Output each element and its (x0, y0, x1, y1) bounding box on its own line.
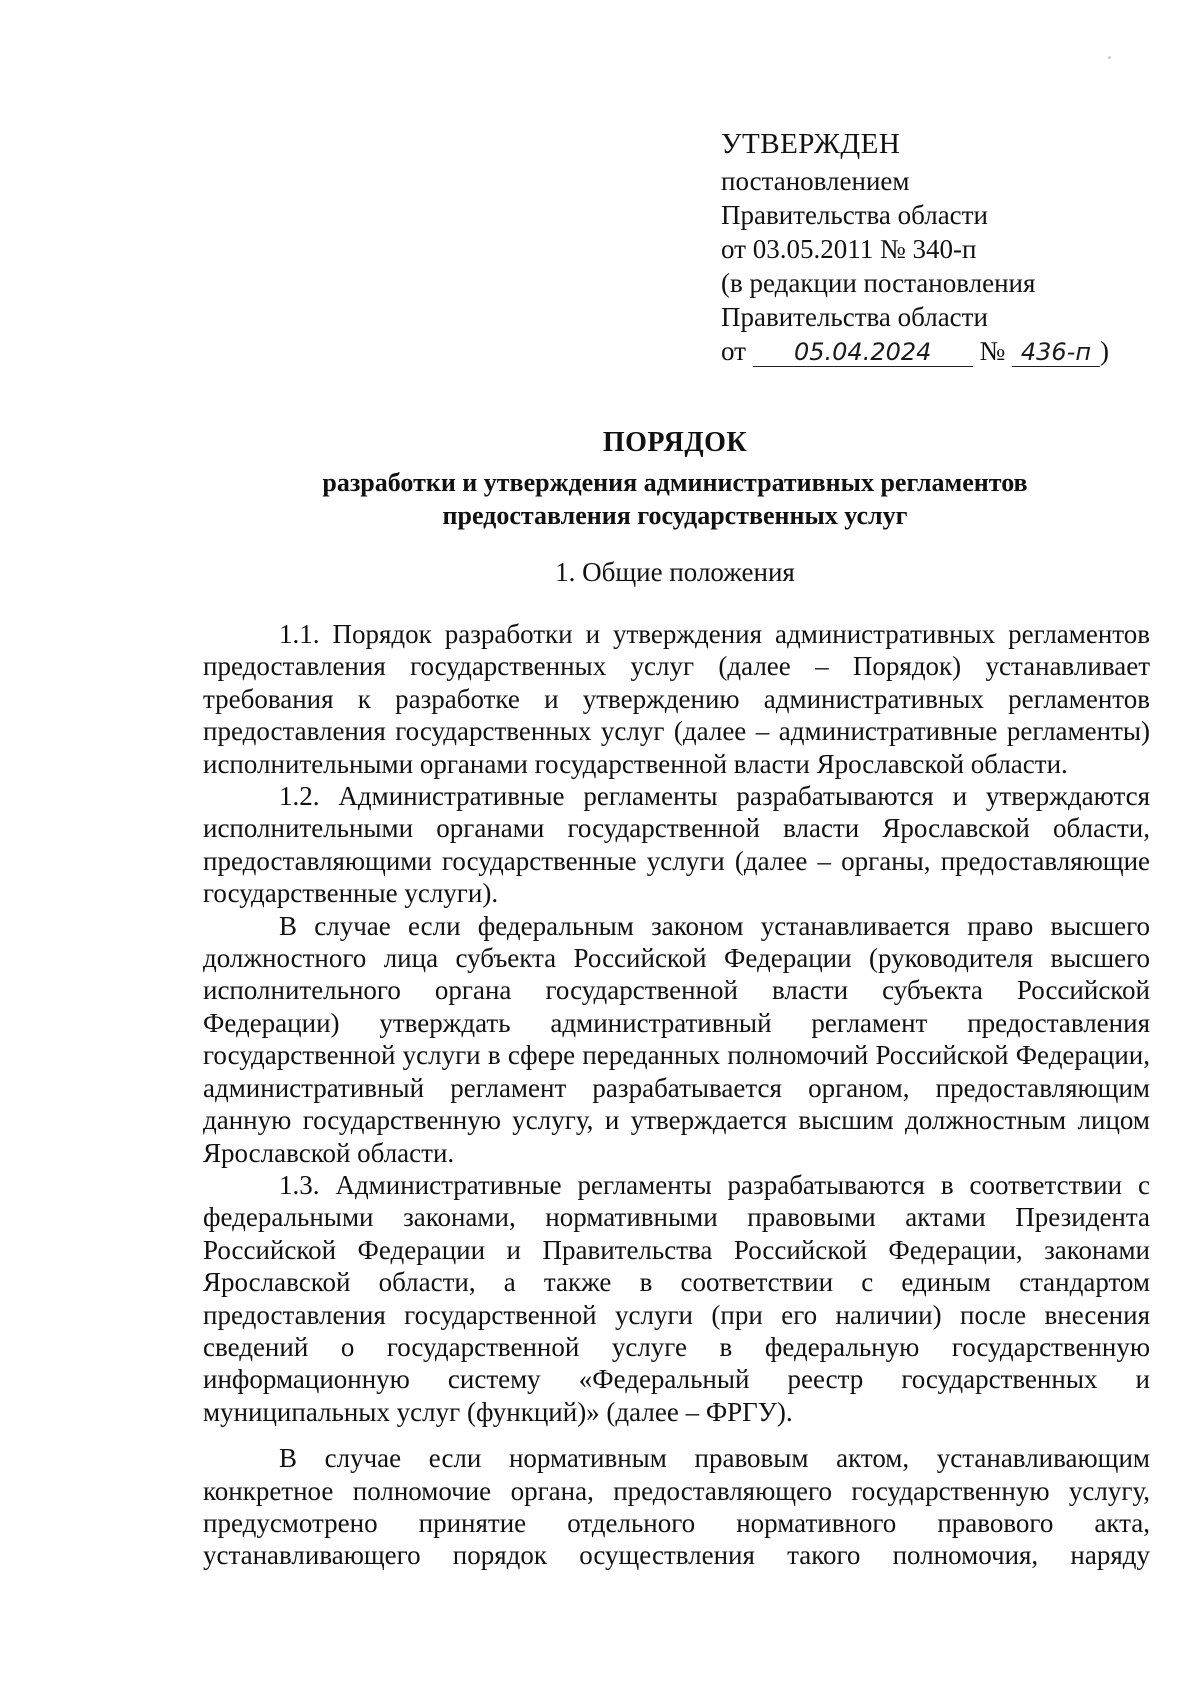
approval-line-6 (721, 334, 1151, 368)
handwritten-number: 436-п (1012, 338, 1100, 367)
approval-stamp-block (721, 124, 1151, 368)
approval-heading: УТВЕРЖДЕН (721, 128, 901, 160)
approval-from-prefix: от (721, 336, 746, 366)
paragraph-1-3: 1.3. Административные регламенты разрабатываются в соответствии с федеральными законами, нормативными правовыми актами Президента Российской Федерации и Правительства Российской Федерации, законами Ярославской области, а также в соответствии с единым стандартом предоставления государственной услуги (при его наличии) после внесения сведений о государственной услуге в федеральную государственную информационную систему «Федеральный реестр государственных и муниципальных услуг (функций)» (далее – ФРГУ). (203, 1169, 1150, 1427)
approval-line-1: постановлением (721, 166, 910, 196)
handwritten-date: 05.04.2024 (753, 338, 973, 367)
approval-number-sign: № (979, 336, 1006, 366)
scan-artifact (1108, 56, 1111, 59)
title-subtitle-1: разработки и утверждения административных регламентов (322, 468, 1028, 497)
body-text (203, 618, 1150, 1572)
approval-closing-paren: ) (1099, 336, 1109, 366)
approval-line-2: Правительства области (721, 200, 988, 230)
paragraph-1-2-case: В случае если федеральным законом устанавливается право высшего должностного лица субъекта Российской Федерации (руководителя высшего исполнительного органа государственной власти субъекта Российской Федерации) утверждать административный регламент предоставления государственной услуги в сфере переданных полномочий Российской Федерации, административный регламент разрабатывается органом, предоставляющим данную государственную услугу, и утверждается высшим должностным лицом Ярославской области. (203, 910, 1150, 1168)
section-heading: 1. Общие положения (555, 557, 795, 587)
approval-line-5: Правительства области (721, 302, 988, 332)
paragraph-1-3-case: В случае если нормативным правовым актом, устанавливающим конкретное полномочие органа, предоставляющего государственную услугу, предусмотрено принятие отдельного нормативного правового акта, устанавливающего порядок осуществления такого полномочия, наряду (203, 1443, 1150, 1571)
paragraph-1-2: 1.2. Административные регламенты разрабатываются и утверждаются исполнительными органами государственной власти Ярославской области, предоставляющими государственные услуги (далее – органы, предоставляющие государственные услуги). (203, 781, 1150, 909)
paragraph-1-1: 1.1. Порядок разработки и утверждения административных регламентов предоставления государственных услуг (далее – Порядок) устанавливает требования к разработке и утверждению административных регламентов предоставления государственных услуг (далее – административные регламенты) исполнительными органами государственной власти Ярославской области. (203, 619, 1150, 779)
approval-line-3: от 03.05.2011 № 340-п (721, 234, 977, 264)
title-subtitle-2: предоставления государственных услуг (442, 501, 908, 530)
title-main: ПОРЯДОК (602, 427, 748, 458)
document-title (200, 425, 1150, 532)
approval-line-4: (в редакции постановления (721, 268, 1036, 298)
